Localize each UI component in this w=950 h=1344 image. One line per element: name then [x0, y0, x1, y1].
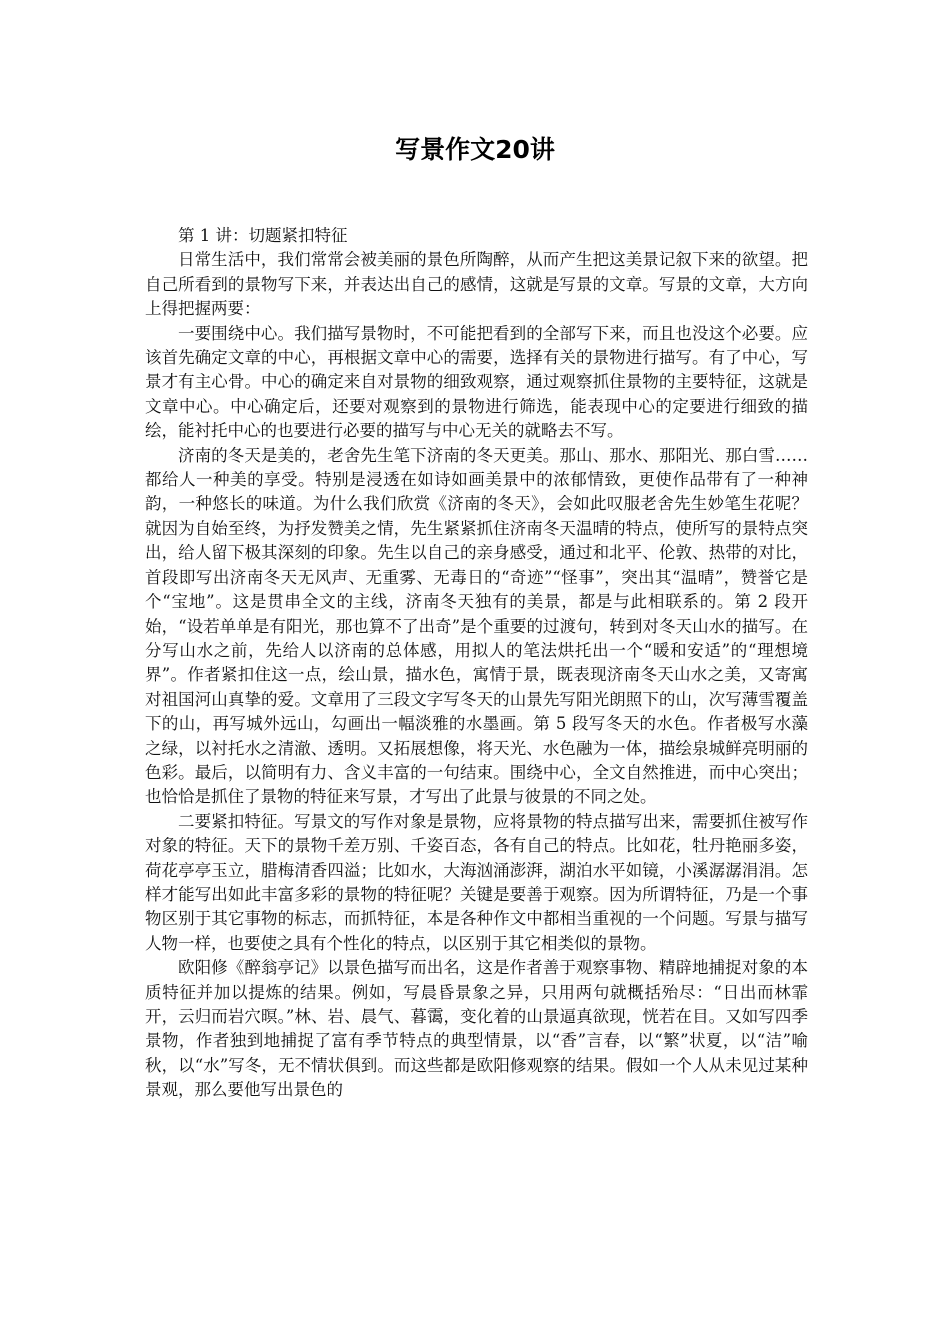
paragraph: 日常生活中，我们常常会被美丽的景色所陶醉，从而产生把这美景记叙下来的欲望。把自己所看到的景物写下来，并表达出自己的感情，这就是写景的文章。写景的文章，大方向上得把握两要： [145, 250, 808, 319]
paragraph: 济南的冬天是美的，老舍先生笔下济南的冬天更美。那山、那水、那阳光、那白雪……都给人一种美的享受。特别是浸透在如诗如画美景中的浓郁情致，更使作品带有了一种神韵，一种悠长的味道。为什么我们欣赏《济南的冬天》，会如此叹服老舍先生妙笔生花呢？就因为自始至终，为抒发赞美之情，先生紧紧抓住济南冬天温晴的特点，使所写的景特点突出，给人留下极其深刻的印象。先生以自己的亲身感受，通过和北平、伦敦、热带的对比，首段即写出济南冬天无风声、无重雾、无毒日的“奇迹”“怪事”，突出其“温晴”，赞誉它是个“宝地”。这是贯串全文的主线，济南冬天独有的美景，都是与此相联系的。第 2 段开始，“设若单单是有阳光，那也算不了出奇”是个重要的过渡句，转到对冬天山水的描写。在分写山水之前，先给人以济南的总体感，用拟人的笔法烘托出一个“暖和安适”的“理想境界”。作者紧扣住这一点，绘山景，描水色，寓情于景，既表现济南冬天山水之美，又寄寓对祖国河山真挚的爱。文章用了三段文字写冬天的山景先写阳光朗照下的山，次写薄雪覆盖下的山，再写城外远山，勾画出一幅淡雅的水墨画。第 5 段写冬天的水色。作者极写水藻之绿，以衬托水之清澈、透明。又拓展想像，将天光、水色融为一体，描绘泉城鲜亮明丽的色彩。最后，以简明有力、含义丰富的一句结束。围绕中心，全文自然推进，而中心突出；也恰恰是抓住了景物的特征来写景，才写出了此景与彼景的不同之处。 [145, 445, 808, 807]
lecture-heading: 第 1 讲：切题紧扣特征 [178, 226, 348, 245]
paragraph: 二要紧扣特征。写景文的写作对象是景物，应将景物的特点描写出来，需要抓住被写作对象的特征。天下的景物千差万别、千姿百态，各有自己的特点。比如花，牡丹艳丽多姿，荷花亭亭玉立，腊梅清香四溢；比如水，大海汹涌澎湃，湖泊水平如镜，小溪潺潺涓涓。怎样才能写出如此丰富多彩的景物的特征呢？关键是要善于观察。因为所谓特征，乃是一个事物区别于其它事物的标志，而抓特征，本是各种作文中都相当重视的一个问题。写景与描写人物一样，也要使之具有个性化的特点，以区别于其它相类似的景物。 [145, 811, 808, 953]
document-body [145, 224, 808, 1103]
paragraph: 一要围绕中心。我们描写景物时，不可能把看到的全部写下来，而且也没这个必要。应该首先确定文章的中心，再根据文章中心的需要，选择有关的景物进行描写。有了中心，写景才有主心骨。中心的确定来自对景物的细致观察，通过观察抓住景物的主要特征，这就是文章中心。中心确定后，还要对观察到的景物进行筛选，能表现中心的定要进行细致的描绘，能衬托中心的也要进行必要的描写与中心无关的就略去不写。 [145, 323, 808, 441]
document-title: 写景作文20讲 [395, 135, 555, 164]
paragraph: 欧阳修《醉翁亭记》以景色描写而出名，这是作者善于观察事物、精辟地捕捉对象的本质特征并加以提炼的结果。例如，写晨昏景象之异，只用两句就概括殆尽：“日出而林霏开，云归而岩穴暝。”林、岩、晨气、暮霭，变化着的山景逼真欲现，恍若在目。又如写四季景物，作者独到地捕捉了富有季节特点的典型情景，以“香”言春，以“繁”状夏，以“洁”喻秋，以“水”写冬，无不情状俱到。而这些都是欧阳修观察的结果。假如一个人从未见过某种景观，那么要他写出景色的 [145, 958, 808, 1100]
